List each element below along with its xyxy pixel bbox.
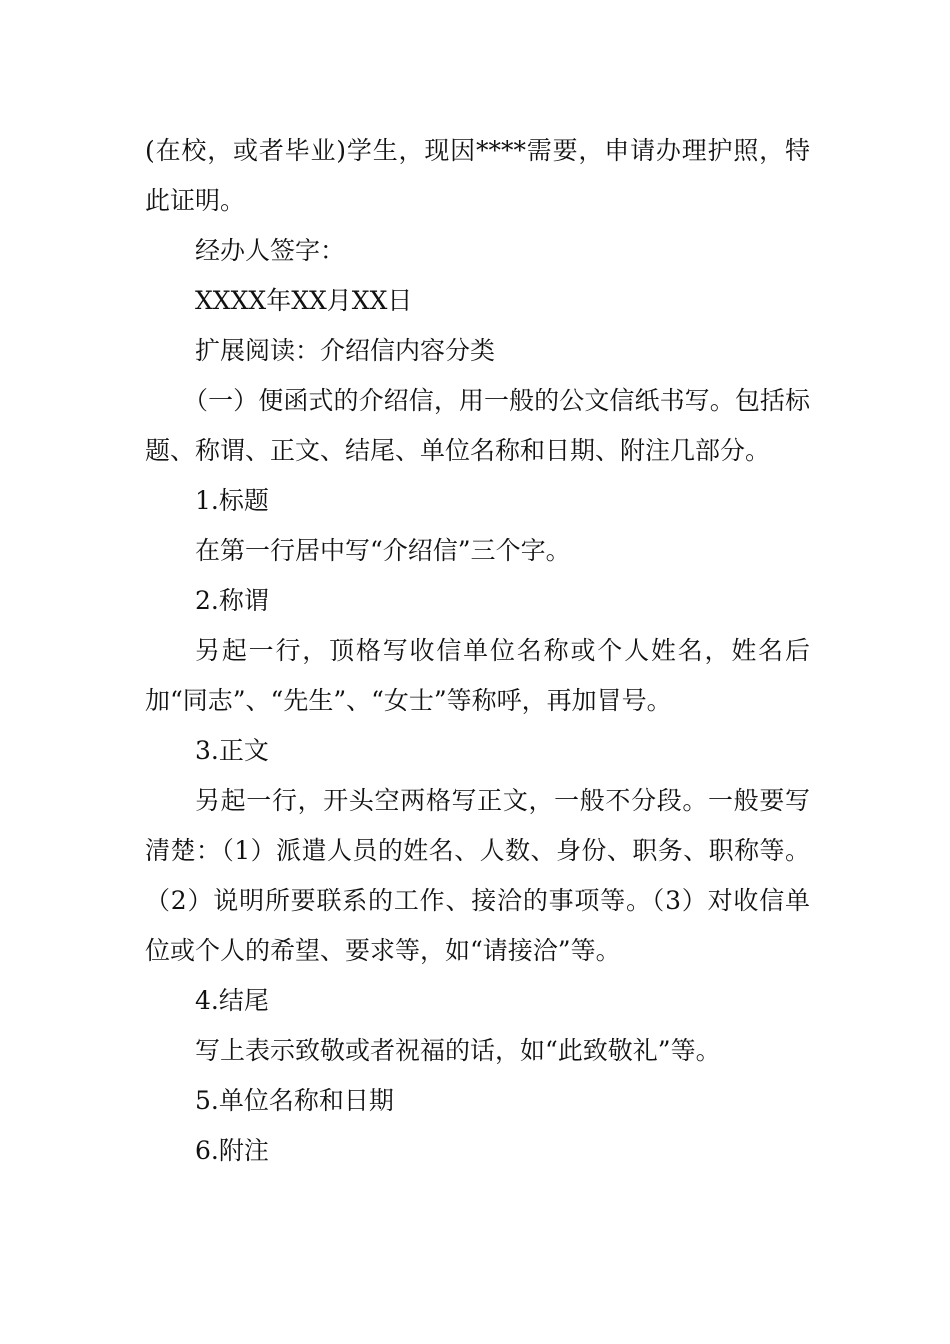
heading-unit-date: 5.单位名称和日期 — [195, 1086, 394, 1115]
paragraph-extended-reading: 扩展阅读：介绍信内容分类 — [195, 336, 496, 365]
paragraph-title-desc: 在第一行居中写“介绍信”三个字。 — [195, 536, 571, 565]
heading-title: 1.标题 — [195, 486, 269, 515]
heading-notes: 6.附注 — [195, 1136, 269, 1165]
heading-closing: 4.结尾 — [195, 986, 269, 1015]
paragraph-proof-statement: (在校，或者毕业)学生，现因****需要，申请办理护照，特此证明。 — [145, 136, 810, 215]
heading-body: 3.正文 — [195, 736, 269, 765]
paragraph-body-desc: 另起一行，开头空两格写正文，一般不分段。一般要写清楚：（1）派遣人员的姓名、人数、身份、职务、职称等。（2）说明所要联系的工作、接洽的事项等。（3）对收信单位或个人的希望、要求等，如“请接洽”等。 — [145, 786, 810, 965]
paragraph-signature-line: 经办人签字： — [195, 236, 346, 265]
paragraph-date-line: XXXX年XX月XX日 — [195, 286, 413, 315]
document-body — [145, 126, 810, 1176]
heading-salutation: 2.称谓 — [195, 586, 269, 615]
paragraph-closing-desc: 写上表示致敬或者祝福的话，如“此致敬礼”等。 — [195, 1036, 721, 1065]
paragraph-salutation-desc: 另起一行，顶格写收信单位名称或个人姓名，姓名后加“同志”、“先生”、“女士”等称呼，再加冒号。 — [145, 636, 810, 715]
paragraph-letter-type: （一）便函式的介绍信，用一般的公文信纸书写。包括标题、称谓、正文、结尾、单位名称和日期、附注几部分。 — [145, 386, 810, 465]
